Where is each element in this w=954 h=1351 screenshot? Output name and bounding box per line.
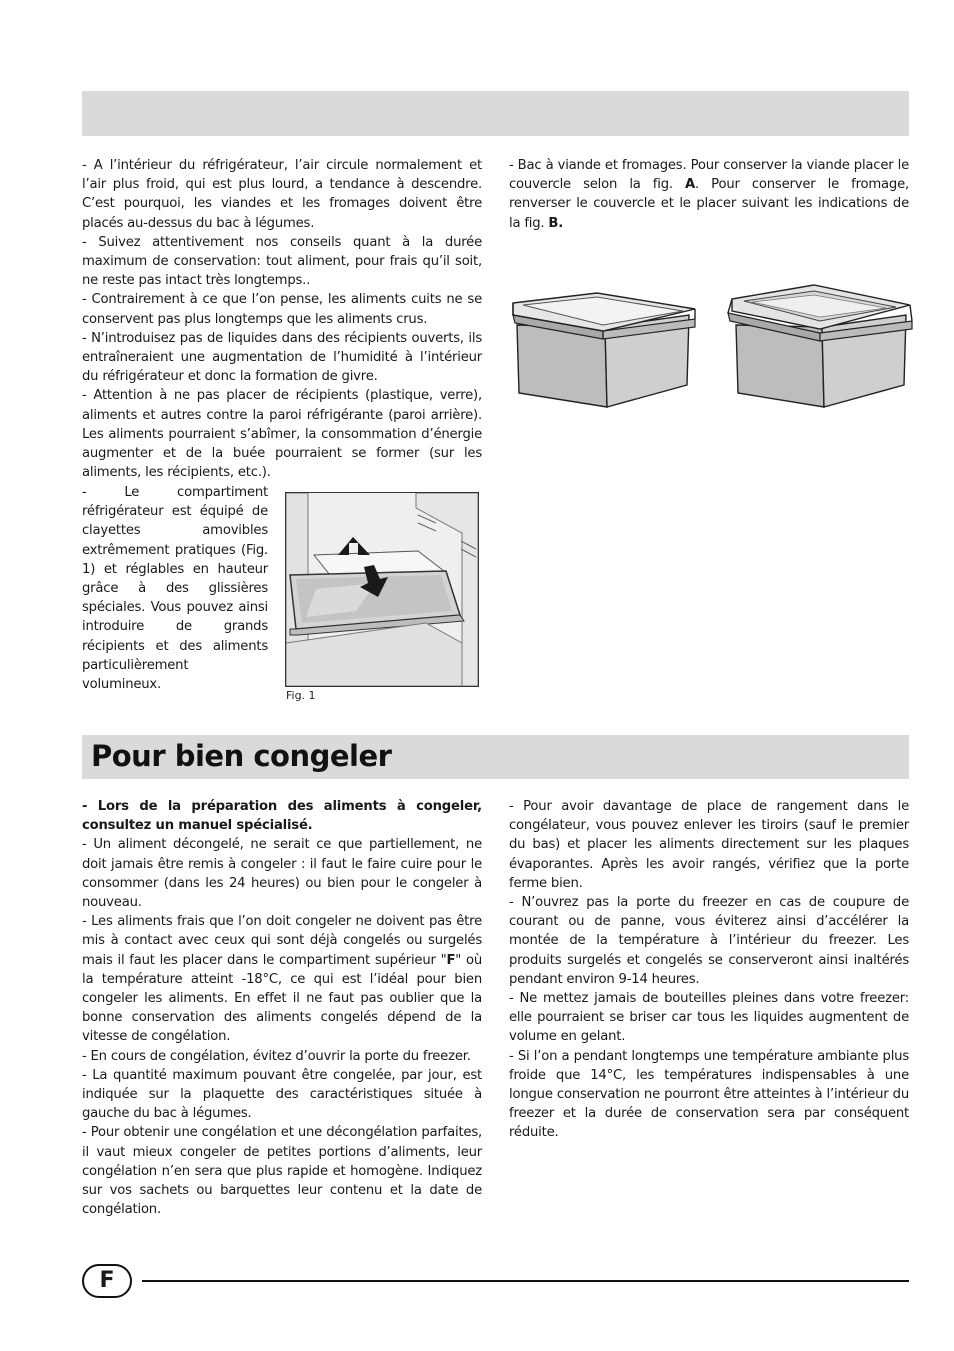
figure-shelf-illustration — [285, 492, 479, 687]
paragraph-small-portions: - Pour obtenir une congélation et une décongélation parfaites, il vaut mieux congeler de petites portions d’aliments, leur congélation n’en sera que plus rapide et homogène. Indiquez sur vos sachets ou barquettes leur contenu et la date de congélation. — [82, 1125, 482, 1218]
paragraph-no-refreeze: - Un aliment décongelé, ne serait ce que partiellement, ne doit jamais être remis à congeler : il faut le faire cuire pour le consommer (dans les 24 heures) ou bien pour le congeler à nouveau. — [82, 837, 482, 911]
meat-cheese-column — [509, 156, 909, 233]
compartment-ref-f: F — [446, 952, 456, 968]
header-band — [82, 91, 909, 136]
figure-tray-b — [724, 275, 914, 410]
fresh-food-text-1: - Les aliments frais que l’on doit congeler ne doivent pas être mis à contact avec ceux qui sont déjà congelés ou surgelés mais il faut les placer dans le compartiment supérieur " — [82, 914, 482, 968]
fresh-food-text-2: " où la température atteint -18°C, ce qui est l’idéal pour bien congeler les aliments. En effet il ne faut pas oublier que la bonne conservation des aliments congelés dépend de la vitesse de congélation. — [82, 952, 482, 1045]
figure-tray-a — [507, 275, 697, 410]
meat-cheese-text-1: - Bac à viande et fromages. Pour conserver la viande placer le couvercle selon la fig. — [509, 158, 909, 193]
paragraph-fresh-food — [82, 912, 482, 1046]
paragraph-meat-cheese — [509, 156, 909, 233]
figure-caption: Fig. 1 — [286, 689, 316, 702]
footer-rule — [142, 1280, 909, 1282]
freezing-tips-column-left — [82, 797, 482, 1219]
figure-ref-a: A — [685, 177, 696, 193]
paragraph-door-closed: - En cours de congélation, évitez d’ouvrir la porte du freezer. — [82, 1048, 471, 1064]
freezing-tips-column-right — [509, 797, 909, 1143]
section-title: Pour bien congeler — [91, 739, 392, 773]
storage-tips-column — [82, 156, 482, 482]
paragraph-adjustable-shelves: - Le compartiment réfrigérateur est équipé de clayettes amovibles extrêmement pratiques (Fig. 1) et réglables en hauteur grâce à des glissières spéciales. Vous pouvez ainsi introduire de grands récipients et des aliments particulièrement volumineux. — [82, 485, 268, 693]
paragraph-lead-manual: - Lors de la préparation des aliments à congeler, consultez un manuel spécialisé. — [82, 799, 482, 834]
meat-cheese-text-2: . Pour conserver le fromage, renverser le couvercle et le placer suivant les indications de la fig. — [509, 177, 909, 231]
paragraph-cooked-food: - Contrairement à ce que l’on pense, les aliments cuits ne se conservent pas plus longtemps que les aliments crus. — [82, 292, 482, 327]
paragraph-back-wall: - Attention à ne pas placer de récipients (plastique, verre), aliments et autres contre la paroi réfrigérante (paroi arrière). Les aliments pourraient s’abîmer, la consommation d’énergie augmenter et de la buée pourraient se former (sur les aliments, les récipients, etc.). — [82, 388, 482, 481]
shelf-paragraph-column — [82, 483, 268, 694]
paragraph-max-quantity: - La quantité maximum pouvant être congelée, par jour, est indiquée sur la plaquette des caractéristiques située à gauche du bac à légumes. — [82, 1067, 482, 1122]
paragraph-open-liquids: - N’introduisez pas de liquides dans des récipients ouverts, ils entraîneraient une augmentation de l’humidité à l’intérieur du réfrigérateur et donc la formation de givre. — [82, 330, 482, 385]
paragraph-no-bottles: - Ne mettez jamais de bouteilles pleines dans votre freezer: elle pourraient se briser car tous les liquides augmentent de volume en gelant. — [509, 991, 909, 1045]
paragraph-remove-drawers: - Pour avoir davantage de place de rangement dans le congélateur, vous pouvez enlever les tiroirs (sauf le premier du bas) et placer les aliments directement sur les plaques évaporantes. Après les avoir rangés, vérifiez que la porte ferme bien. — [509, 799, 909, 891]
tray-a-drawing — [507, 275, 697, 410]
paragraph-power-failure: - N’ouvrez pas la porte du freezer en cas de coupure de courant ou de panne, vous éviterez ainsi d’accélérer la montée de la température à l’intérieur du freezer. Les produits surgelés et congelés se conserveront ainsi inaltérés pendant environ 9-14 heures. — [509, 895, 909, 987]
tray-b-drawing — [724, 275, 914, 410]
paragraph-conservation-time: - Suivez attentivement nos conseils quant à la durée maximum de conservation: tout aliment, pour frais qu’il soit, ne reste pas intact très longtemps.. — [82, 234, 482, 289]
paragraph-air-circulation: - A l’intérieur du réfrigérateur, l’air circule normalement et l’air plus froid, qui est plus lourd, a tendance à descendre. C’est pourquoi, les viandes et les fromages doivent être placés au-dessus du bac à légumes. — [82, 158, 482, 231]
paragraph-ambient-temperature: - Si l’on a pendant longtemps une température ambiante plus froide que 14°C, les températures indispensables à une longue conservation ne pourront être atteintes à l’intérieur du freezer et la durée de conservation sera par conséquent réduite. — [509, 1048, 909, 1141]
language-badge: F — [82, 1264, 132, 1298]
shelf-drawing — [286, 493, 478, 686]
figure-ref-b: B. — [548, 215, 564, 231]
